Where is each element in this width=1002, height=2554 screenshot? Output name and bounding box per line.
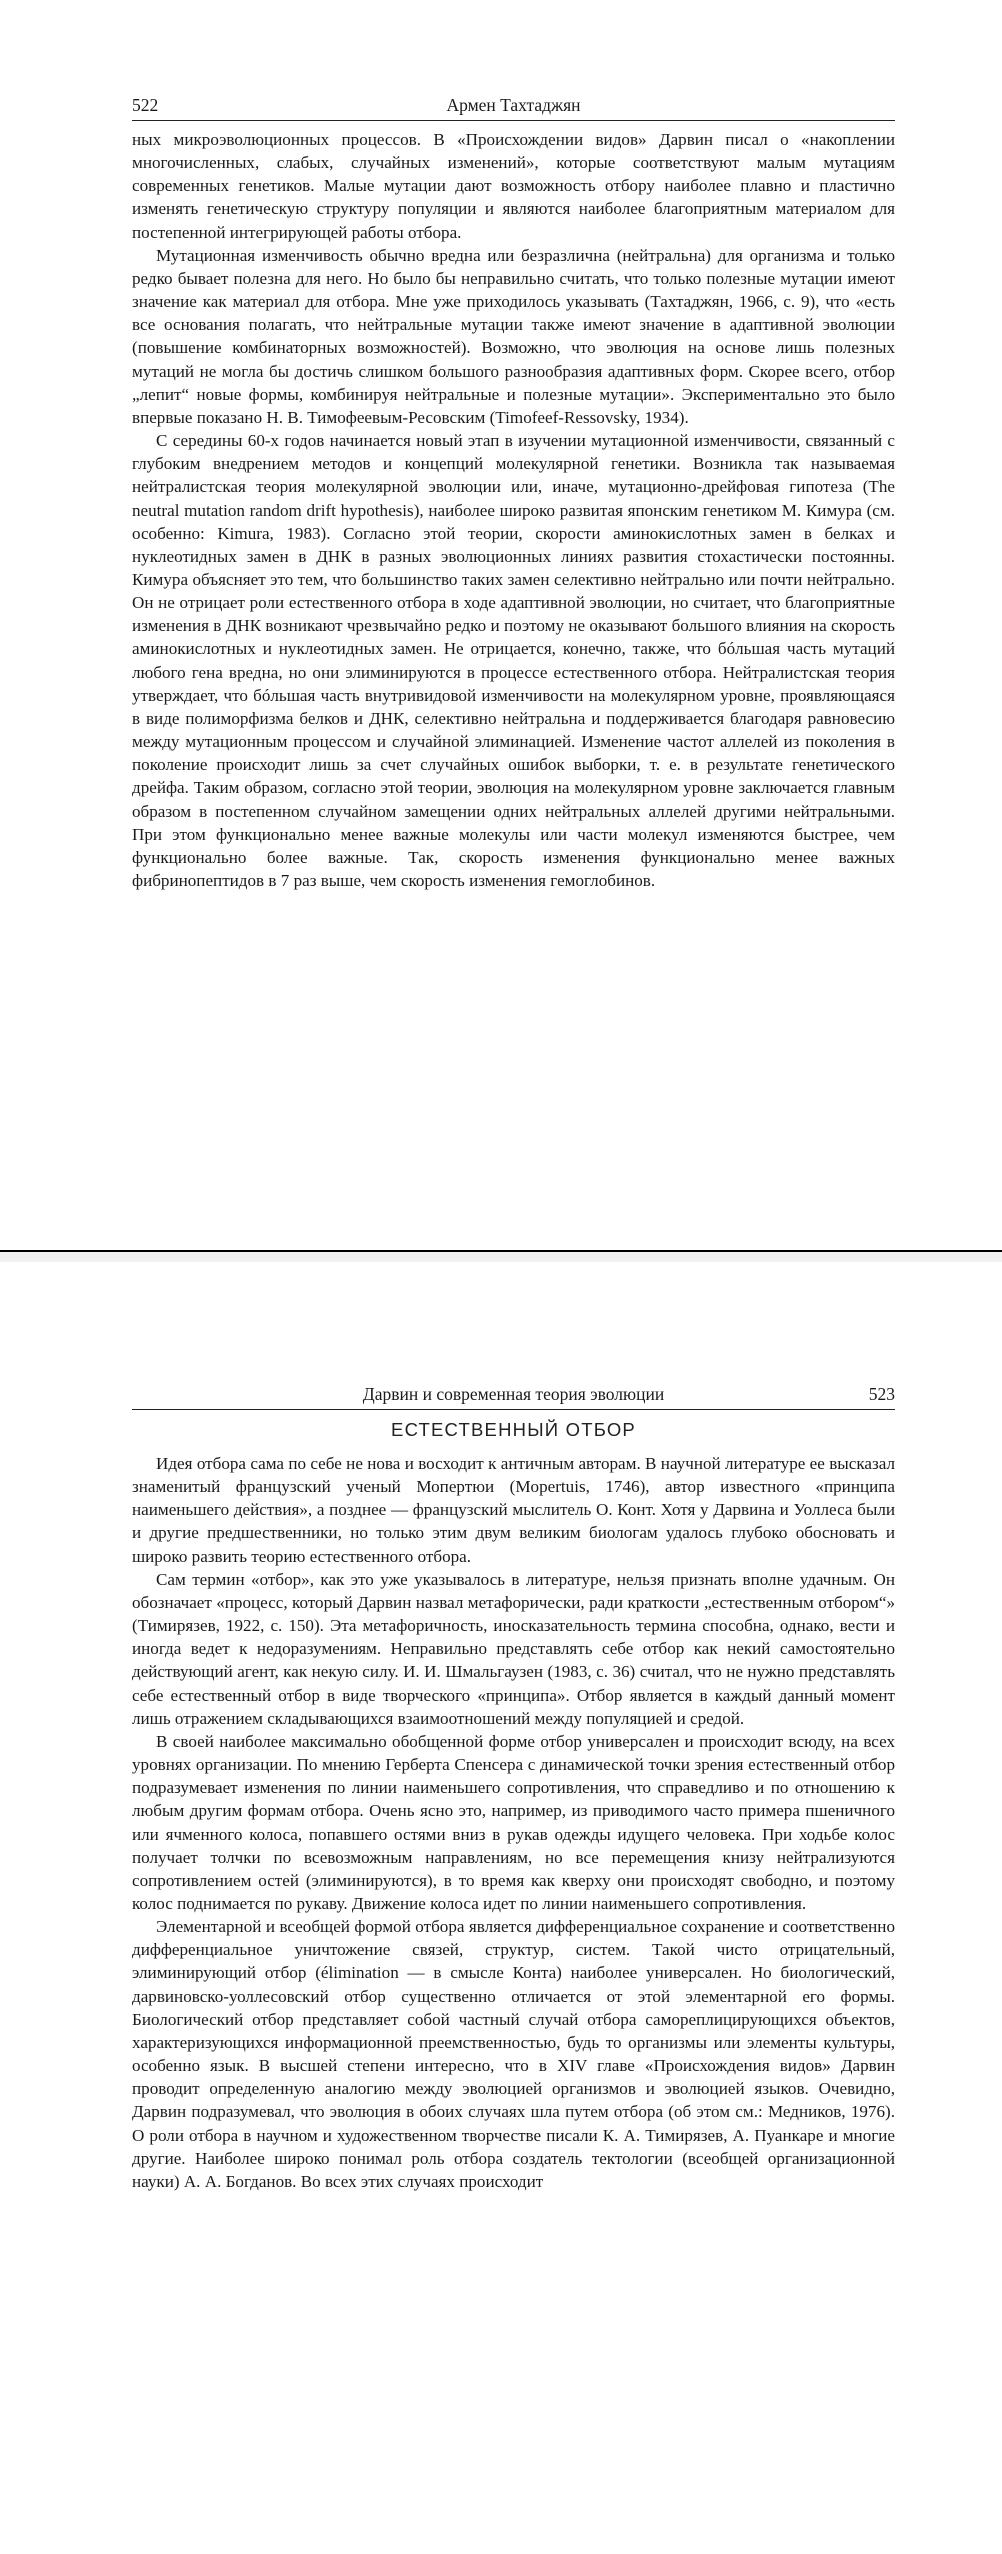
paragraph: С середины 60-х годов начинается новый этап в изучении мутационной изменчивости, связанный с глубоким внедрением методов и концепций молекулярной генетики. Возникла так называемая нейтралистская теория молекулярной эволюции или, иначе, мутационно-дрейфовая гипотеза (The neutral mutation random drift hypothesis), наиболее широко развитая японским генетиком М. Кимура (см. особенно: Kimura, 1983). Согласно этой теории, скорости аминокислотных замен в белках и нуклеотидных замен в ДНК в разных эволюционных линиях развития стохастически постоянны. Кимура объясняет это тем, что большинство таких замен селективно нейтрально или почти нейтрально. Он не отрицает роли естественного отбора в ходе адаптивной эволюции, но считает, что благоприятные изменения в ДНК возникают чрезвычайно редко и поэтому не оказывают большого влияния на скорость аминокислотных и нуклеотидных замен. Не отрицается, конечно, также, что бóльшая часть мутаций любого гена вредна, но они элиминируются в процессе естественного отбора. Нейтралистская теория утверждает, что бóльшая часть внутривидовой изменчивости на молекулярном уровне, проявляющаяся в виде полиморфизма белков и ДНК, селективно нейтральна и поддерживается благодаря равновесию между мутационным процессом и случайной элиминацией. Изменение частот аллелей из поколения в поколение происходит лишь за счет случайных ошибок выборки, т. е. в результате генетического дрейфа. Таким образом, согласно этой теории, эволюция на молекулярном уровне заключается главным образом в постепенном случайном замещении одних нейтральных аллелей другими нейтральными. При этом функционально менее важные молекулы или части молекул изменяются быстрее, чем функционально более важные. Так, скорость изменения функционально менее важных фибринопептидов в 7 раз выше, чем скорость изменения гемоглобинов. bbox=[132, 431, 895, 890]
paragraph: Идея отбора сама по себе не нова и восходит к античным авторам. В научной литературе ее высказал знаменитый французский ученый Мопертюи (Mopertuis, 1746), автор известного «принципа наименьшего действия», а позднее — французский мыслитель О. Конт. Хотя у Дарвина и Уоллеса были и другие предшественники, но только этим двум великим биологам удалось глубоко обосновать и широко развить теорию естественного отбора. bbox=[132, 1454, 895, 1566]
section-heading: ЕСТЕСТВЕННЫЙ ОТБОР bbox=[391, 1419, 636, 1440]
page-number: 522 bbox=[132, 95, 159, 115]
paragraph: Мутационная изменчивость обычно вредна или безразлична (нейтральна) для организма и только редко бывает полезна для него. Но было бы неправильно считать, что только полезные мутации имеют значение как материал для отбора. Мне уже приходилось указывать (Тахтаджян, 1966, с. 9), что «есть все основания полагать, что нейтральные мутации также имеют значение в адаптивной эволюции (повышение комбинаторных возможностей). Возможно, что эволюция на основе лишь полезных мутаций не могла бы достичь слишком большого разнообразия адаптивных форм. Скорее всего, отбор „лепит“ новые формы, комбинируя нейтральные и полезные мутации». Экспериментально это было впервые показано Н. В. Тимофеевым-Ресовским (Timofeef-Ressovsky, 1934). bbox=[132, 245, 895, 427]
page-522 bbox=[0, 0, 1002, 1262]
paragraph: ных микроэволюционных процессов. В «Происхождении видов» Дарвин писал о «накоплении многочисленных, слабых, случайных изменений», которые соответствуют малым мутациям современных генетиков. Малые мутации дают возможность отбору наиболее плавно и пластично изменять генетическую структуру популяции и являются наиболее благоприятным материалом для постепенной интегрирующей работы отбора. bbox=[132, 130, 895, 242]
paragraph: Элементарной и всеобщей формой отбора является дифференциальное сохранение и соответственно дифференциальное уничтожение связей, структур, систем. Такой чисто отрицательный, элиминирующий отбор (élimination — в смысле Конта) наиболее универсален. Но биологический, дарвиновско-уоллесовский отбор существенно отличается от этой элементарной его формы. Биологический отбор представляет собой частный случай отбора самореплицирующихся объектов, характеризующихся информационной преемственностью, будь то организмы или элементы культуры, особенно язык. В высшей степени интересно, что в XIV главе «Происхождения видов» Дарвин проводит определенную аналогию между эволюцией организмов и эволюцией языков. Очевидно, Дарвин подразумевал, что эволюция в обоих случаях шла путем отбора (об этом см.: Медников, 1976). О роли отбора в научном и художественном творчестве писали К. А. Тимирязев, А. Пуанкаре и многие другие. Наиболее широко понимал роль отбора создатель тектологии (всеобщей организационной науки) А. А. Богданов. Во всех этих случаях происходит bbox=[132, 1917, 895, 2191]
running-title: Дарвин и современная теория эволюции bbox=[362, 1384, 665, 1404]
page-number: 523 bbox=[868, 1384, 895, 1404]
paragraph: В своей наиболее максимально обобщенной форме отбор универсален и происходит всюду, на всех уровнях организации. По мнению Герберта Спенсера с динамической точки зрения естественный отбор подразумевает изменения по линии наименьшего сопротивления, что справедливо и по отношению к любым другим формам отбора. Очень ясно это, например, из приводимого часто примера пшеничного или ячменного колоса, попавшего остями вниз в рукав одежды идущего человека. При ходьбе колос получает толчки по всевозможным направлениям, но все перемещения книзу нейтрализуются сопротивлением остей (элиминируются), в то время как кверху они происходят свободно, и поэтому колос поднимается по рукаву. Движение колоса идет по линии наименьшего сопротивления. bbox=[132, 1731, 895, 1913]
running-head bbox=[132, 90, 895, 121]
body-text bbox=[132, 128, 895, 892]
running-head bbox=[132, 1379, 895, 1410]
page-523 bbox=[0, 1262, 1002, 2554]
paragraph: Сам термин «отбор», как это уже указывалось в литературе, нельзя признать вполне удачным. Он обозначает «процесс, который Дарвин назвал метафорически, ради краткости „естественным отбором“» (Тимирязев, 1922, с. 150). Эта метафоричность, иносказательность термина способна, однако, вести и иногда ведет к недоразумениям. Неправильно представлять себе отбор как некий самостоятельно действующий агент, как некую силу. И. И. Шмальгаузен (1983, с. 36) считал, что не нужно представлять себе естественный отбор в виде творческого «принципа». Отбор является в каждый данный момент лишь отражением складывающихся взаимоотношений между популяцией и средой. bbox=[132, 1569, 895, 1728]
body-text bbox=[132, 1452, 895, 2193]
running-title: Армен Тахтаджян bbox=[446, 95, 581, 115]
